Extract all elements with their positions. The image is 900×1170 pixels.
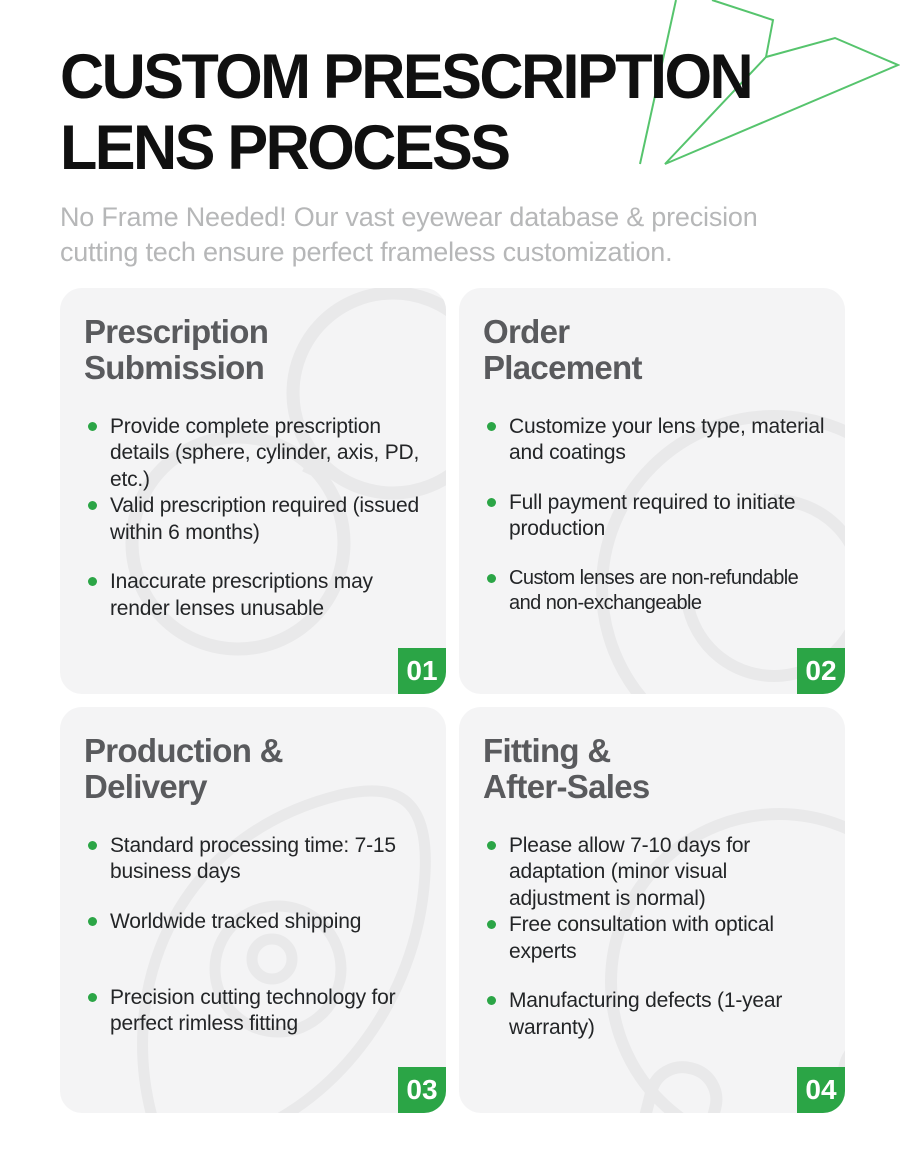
bullet-dot-icon bbox=[88, 917, 97, 926]
process-card-order-placement bbox=[459, 288, 845, 694]
bullet-list bbox=[487, 833, 829, 1064]
bullet-dot-icon bbox=[487, 574, 496, 583]
bullet-dot-icon bbox=[487, 996, 496, 1005]
step-number-badge: 02 bbox=[797, 648, 845, 694]
list-item: Precision cutting technology for perfect rimless fitting bbox=[88, 985, 430, 1061]
step-number-badge: 01 bbox=[398, 648, 446, 694]
page-subtitle: No Frame Needed! Our vast eyewear database & precision cutting tech ensure perfect frameless customization. bbox=[60, 202, 758, 268]
process-card-production-delivery bbox=[60, 707, 446, 1113]
process-card-fitting-after-sales bbox=[459, 707, 845, 1113]
list-item: Provide complete prescription details (sphere, cylinder, axis, PD, etc.) bbox=[88, 414, 430, 493]
bullet-list bbox=[88, 833, 430, 1061]
card-title: Prescription Submission bbox=[84, 313, 269, 387]
page-title bbox=[60, 42, 751, 183]
list-item: Manufacturing defects (1-year warranty) bbox=[487, 988, 829, 1064]
list-item: Worldwide tracked shipping bbox=[88, 909, 430, 985]
process-cards-grid bbox=[60, 288, 845, 1113]
list-item: Standard processing time: 7-15 business days bbox=[88, 833, 430, 909]
bullet-list bbox=[88, 414, 430, 645]
step-number-badge: 04 bbox=[797, 1067, 845, 1113]
list-item: Valid prescription required (issued within 6 months) bbox=[88, 493, 430, 569]
bullet-dot-icon bbox=[88, 501, 97, 510]
bullet-dot-icon bbox=[88, 841, 97, 850]
bullet-dot-icon bbox=[487, 422, 496, 431]
bullet-dot-icon bbox=[88, 993, 97, 1002]
bullet-list bbox=[487, 414, 829, 642]
process-card-prescription-submission bbox=[60, 288, 446, 694]
list-item: Free consultation with optical experts bbox=[487, 912, 829, 988]
card-title: Order Placement bbox=[483, 313, 642, 387]
page-title-line2: LENS PROCESS bbox=[60, 112, 509, 183]
bullet-dot-icon bbox=[487, 841, 496, 850]
bullet-dot-icon bbox=[487, 920, 496, 929]
list-item: Custom lenses are non-refundable and non-exchangeable bbox=[487, 566, 829, 642]
list-item: Please allow 7-10 days for adaptation (minor visual adjustment is normal) bbox=[487, 833, 829, 912]
page-title-line1: CUSTOM PRESCRIPTION bbox=[60, 42, 752, 112]
list-item: Customize your lens type, material and coatings bbox=[487, 414, 829, 490]
list-item: Full payment required to initiate production bbox=[487, 490, 829, 566]
list-item: Inaccurate prescriptions may render lenses unusable bbox=[88, 569, 430, 645]
bullet-dot-icon bbox=[88, 577, 97, 586]
card-title: Fitting & After-Sales bbox=[483, 732, 650, 806]
step-number-badge: 03 bbox=[398, 1067, 446, 1113]
card-title: Production & Delivery bbox=[84, 732, 283, 806]
bullet-dot-icon bbox=[487, 498, 496, 507]
bullet-dot-icon bbox=[88, 422, 97, 431]
